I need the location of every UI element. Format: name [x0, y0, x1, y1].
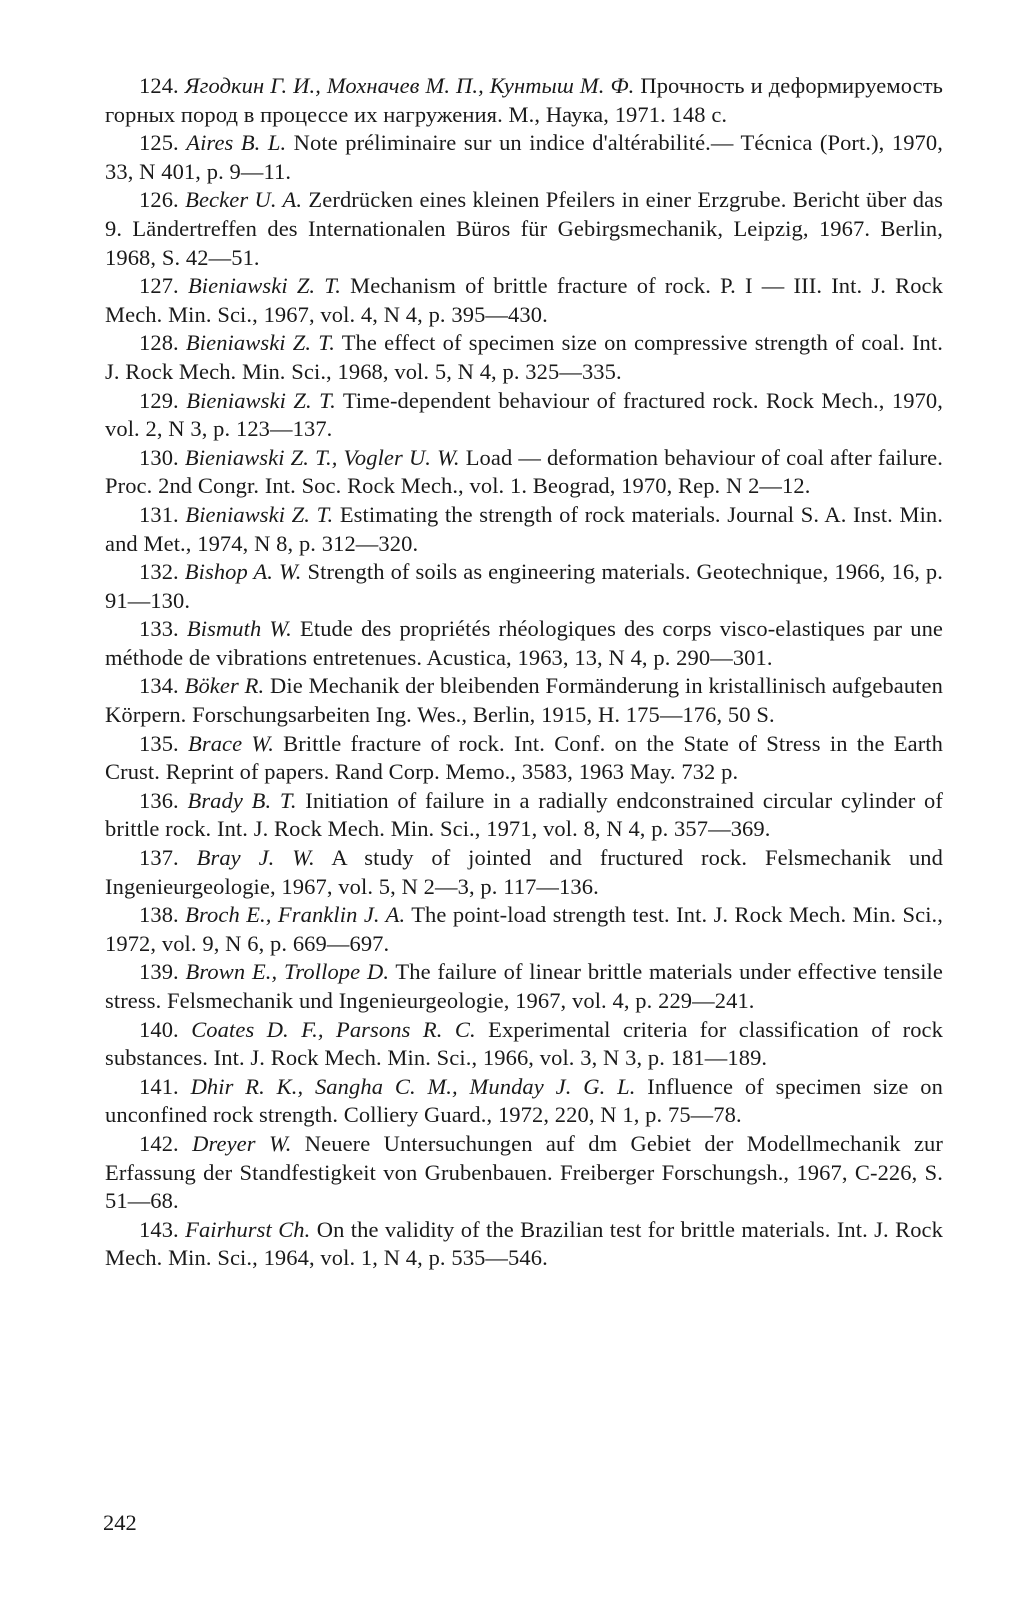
reference-entry	[105, 72, 943, 129]
reference-entry	[105, 501, 943, 558]
reference-text: Neuere Untersuchungen auf dm Gebiet der Modellmechanik zur Erfassung der Standfestigkeit von Grubenbauen. Freiberger Forschungsh., 1967, C-226, S. 51—68.	[105, 1130, 943, 1214]
reference-number: 139.	[139, 959, 179, 985]
reference-authors: Ягодкин Г. И., Мохначев М. П., Кунтыш М. Ф.	[184, 73, 635, 98]
reference-number: 142.	[139, 1130, 179, 1156]
reference-entry	[105, 958, 943, 1015]
reference-entry	[105, 329, 943, 386]
reference-authors: Fairhurst Ch.	[185, 1216, 311, 1242]
reference-number: 126.	[139, 187, 179, 213]
reference-authors: Bieniawski Z. T.	[187, 273, 341, 299]
reference-text: Experimental criteria for classification of rock substances. Int. J. Rock Mech. Min. Sci., 1966, vol. 3, N 3, p. 181—189.	[105, 1016, 943, 1071]
reference-entry	[105, 272, 943, 329]
reference-entry	[105, 844, 943, 901]
reference-entry	[105, 1130, 943, 1216]
reference-number: 135.	[139, 730, 179, 756]
reference-authors: Bray J. W.	[196, 845, 315, 871]
reference-number: 140.	[139, 1016, 179, 1042]
reference-list	[105, 72, 943, 1273]
reference-text: The effect of specimen size on compressive strength of coal. Int. J. Rock Mech. Min. Sci., 1968, vol. 5, N 4, p. 325—335.	[105, 330, 943, 384]
reference-number: 141.	[139, 1073, 179, 1099]
reference-authors: Dhir R. K., Sangha C. M., Munday J. G. L.	[190, 1073, 636, 1099]
page-number: 242	[103, 1510, 137, 1535]
reference-entry	[105, 787, 943, 844]
reference-text: Time-dependent behaviour of fractured rock. Rock Mech., 1970, vol. 2, N 3, p. 123—137.	[105, 387, 943, 442]
reference-text: The failure of linear brittle materials under effective tensile stress. Felsmechanik und Ingenieurgeologie, 1967, vol. 4, p. 229—241.	[105, 959, 943, 1013]
reference-number: 137.	[139, 845, 179, 871]
reference-number: 136.	[139, 787, 179, 813]
reference-text: Zerdrücken eines kleinen Pfeilers in einer Erzgrube. Bericht über das 9. Ländertreffen des Internationalen Büros für Gebirgsmechanik, Leipzig, 1967. Berlin, 1968, S. 42—51.	[105, 187, 944, 270]
reference-number: 133.	[139, 616, 179, 642]
reference-text: Die Mechanik der bleibenden Formänderung in kristallinisch aufgebauten Körpern. Forschungsarbeiten Ing. Wes., Berlin, 1915, H. 175—176, 50 S.	[105, 673, 943, 728]
reference-entry	[105, 1073, 943, 1130]
reference-entry	[105, 1216, 943, 1273]
reference-authors: Bieniawski Z. T.	[185, 501, 334, 527]
reference-authors: Brown E., Trollope D.	[185, 959, 390, 985]
reference-number: 128.	[139, 330, 179, 356]
reference-authors: Bieniawski Z. T.	[186, 387, 336, 413]
reference-text: The point-load strength test. Int. J. Rock Mech. Min. Sci., 1972, vol. 9, N 6, p. 669—697.	[105, 902, 943, 956]
reference-text: Note préliminaire sur un indice d'altérabilité.— Técnica (Port.), 1970, 33, N 401, p. 9—11.	[105, 130, 943, 184]
reference-entry	[105, 558, 943, 615]
reference-text: Mechanism of brittle fracture of rock. P. I — III. Int. J. Rock Mech. Min. Sci., 1967, vol. 4, N 4, p. 395—430.	[105, 273, 943, 327]
reference-number: 129.	[139, 387, 179, 413]
reference-authors: Böker R.	[184, 673, 265, 699]
reference-entry	[105, 901, 943, 958]
reference-authors: Broch E., Franklin J. A.	[185, 902, 406, 928]
reference-text: Brittle fracture of rock. Int. Conf. on the State of Stress in the Earth Crust. Reprint of papers. Rand Corp. Memo., 3583, 1963 May. 732 p.	[105, 730, 943, 785]
reference-authors: Bieniawski Z. T.	[185, 330, 335, 356]
reference-entry	[105, 129, 943, 186]
reference-text: A study of jointed and fructured rock. Felsmechanik und Ingenieurgeologie, 1967, vol. 5, N 2—3, p. 117—136.	[105, 845, 944, 899]
reference-number: 134.	[139, 673, 179, 699]
reference-text: Initiation of failure in a radially endconstrained circular cylinder of brittle rock. Int. J. Rock Mech. Min. Sci., 1971, vol. 8, N 4, p. 357—369.	[105, 787, 943, 842]
reference-text: Estimating the strength of rock materials. Journal S. A. Inst. Min. and Met., 1974, N 8, p. 312—320.	[105, 501, 943, 556]
reference-authors: Bieniawski Z. T., Vogler U. W.	[184, 444, 460, 470]
reference-entry	[105, 186, 943, 272]
reference-entry	[105, 1016, 943, 1073]
reference-authors: Bishop A. W.	[184, 559, 302, 585]
reference-text: On the validity of the Brazilian test for brittle materials. Int. J. Rock Mech. Min. Sci., 1964, vol. 1, N 4, p. 535—546.	[105, 1216, 943, 1271]
reference-text: Etude des propriétés rhéologiques des corps visco-elastiques par une méthode de vibrations entretenues. Acustica, 1963, 13, N 4, p. 290—301.	[105, 616, 944, 670]
reference-authors: Brace W.	[188, 730, 274, 756]
reference-text: Strength of soils as engineering materials. Geotechnique, 1966, 16, p. 91—130.	[105, 559, 943, 613]
reference-entry	[105, 615, 943, 672]
reference-number: 130.	[139, 444, 179, 470]
reference-number: 143.	[139, 1216, 179, 1242]
reference-text: Influence of specimen size on unconfined rock strength. Colliery Guard., 1972, 220, N 1, p. 75—78.	[105, 1073, 944, 1128]
reference-number: 138.	[139, 902, 179, 928]
reference-authors: Coates D. F., Parsons R. C.	[191, 1016, 476, 1042]
reference-entry	[105, 730, 943, 787]
reference-authors: Becker U. A.	[185, 187, 303, 213]
reference-authors: Brady B. T.	[187, 787, 297, 813]
reference-authors: Aires B. L.	[186, 130, 287, 156]
reference-number: 124.	[139, 73, 179, 98]
reference-number: 127.	[139, 273, 179, 299]
reference-entry	[105, 672, 943, 729]
reference-text: Прочность и деформируемость горных пород в процессе их нагружения. М., Наука, 1971. 148 с.	[105, 73, 943, 127]
reference-authors: Bismuth W.	[186, 616, 292, 642]
reference-authors: Dreyer W.	[192, 1130, 292, 1156]
reference-number: 125.	[139, 130, 179, 156]
reference-number: 132.	[139, 559, 179, 585]
reference-number: 131.	[139, 501, 179, 527]
reference-entry	[105, 444, 943, 501]
reference-entry	[105, 387, 943, 444]
reference-text: Load — deformation behaviour of coal after failure. Proc. 2nd Congr. Int. Soc. Rock Mech., vol. 1. Beograd, 1970, Rep. N 2—12.	[105, 444, 943, 499]
